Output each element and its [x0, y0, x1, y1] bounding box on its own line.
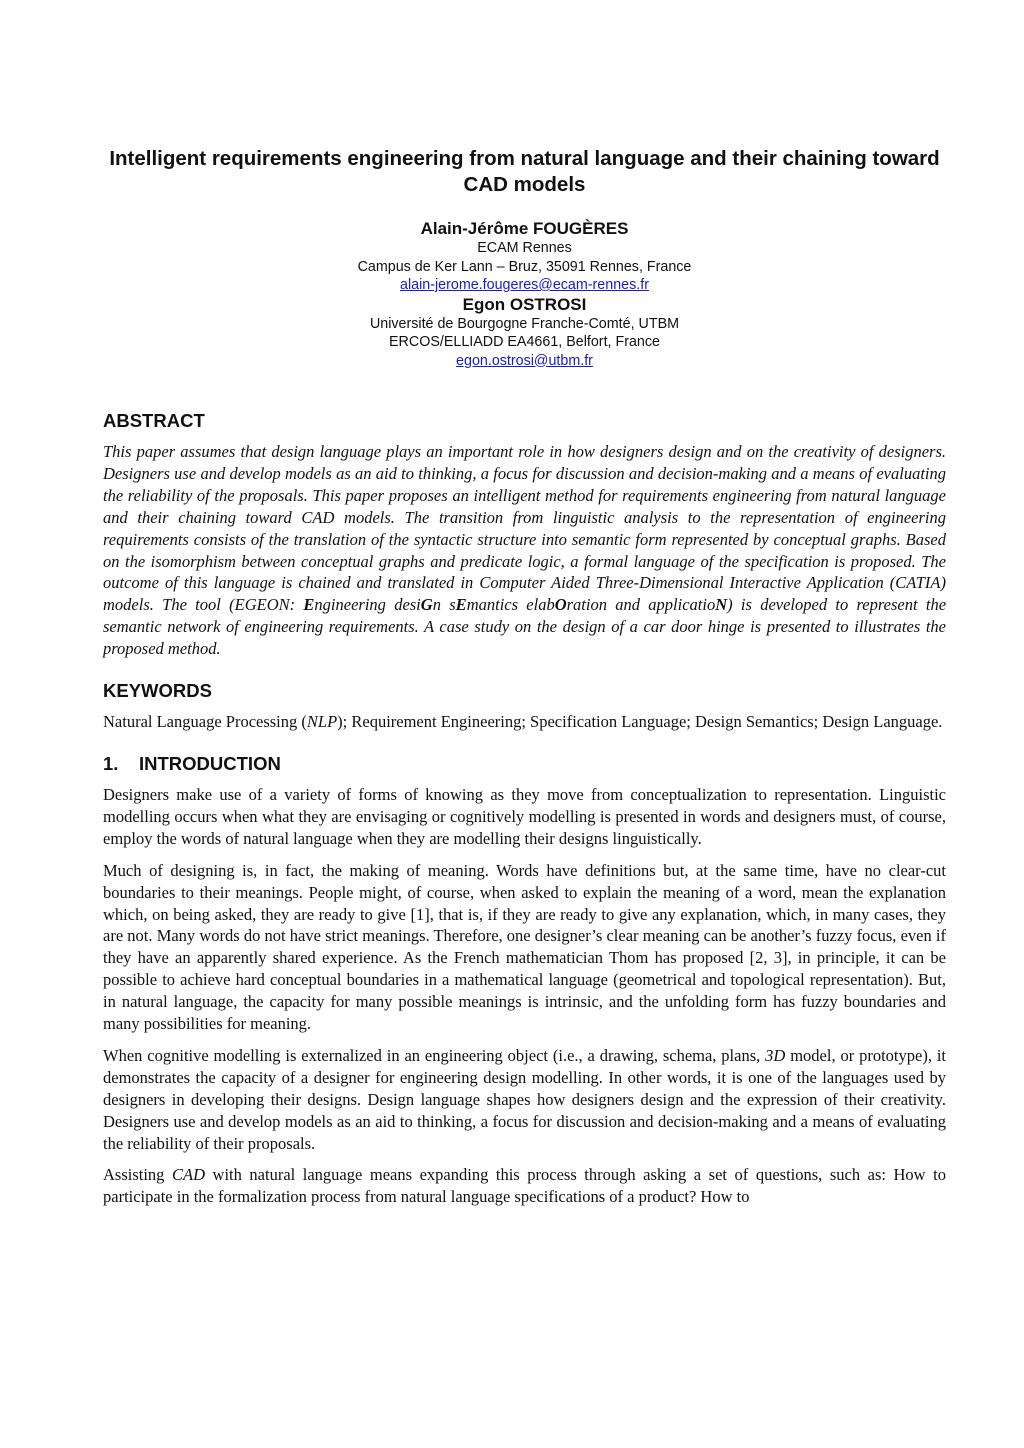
section-heading-introduction	[103, 753, 946, 775]
author-affiliation: Université de Bourgogne Franche-Comté, UTBM	[369, 315, 680, 332]
author-affiliation: ECAM Rennes	[477, 240, 572, 256]
paragraph: Assisting CAD with natural language means expanding this process through asking a set of questions, such as: How to participate in the formalization process from natural language specifications of a product? How to	[103, 1165, 946, 1207]
keywords-text: Natural Language Processing (NLP); Requirement Engineering; Specification Language; Design Semantics; Design Language.	[103, 712, 943, 732]
author-affiliation: Campus de Ker Lann – Bruz, 35091 Rennes, France	[357, 258, 692, 275]
paragraph: Much of designing is, in fact, the making of meaning. Words have definitions but, at the same time, have no clear-cut boundaries to their meanings. People might, of course, when asked to explain the meaning of a word, mean the explanation which, on being asked, they are ready to give [1], that is, if they are ready to give any explanation, which, in many cases, they are not. Many words do not have strict meanings. Therefore, one designer’s clear meaning can be another’s fuzzy focus, even if they have an apparently shared experience. As the French mathematician Thom has proposed [2, 3], in principle, it can be possible to achieve hard conceptual boundaries in a mathematical language (geometrical and topological representation). But, in natural language, the capacity for many possible meanings is intrinsic, and the unfolding form has fuzzy boundaries and many possibilities for meaning.	[103, 860, 946, 1034]
abstract-heading: ABSTRACT	[103, 410, 205, 431]
author-block	[103, 219, 946, 370]
paper-title: Intelligent requirements engineering from natural language and their chaining toward CAD models	[109, 147, 940, 196]
paragraph: When cognitive modelling is externalized in an engineering object (i.e., a drawing, schema, plans, 3D model, or prototype), it demonstrates the capacity of a designer for engineering design modelling. In other words, it is one of the languages used by designers in developing their designs. Design language shapes how designers design and the expression of their creativity. Designers use and develop models as an aid to thinking, a focus for discussion and decision-making and a means of evaluating the reliability of their proposals.	[103, 1045, 946, 1153]
author-name: Alain-Jérôme FOUGÈRES	[420, 219, 629, 238]
section-number: 1.	[103, 752, 119, 774]
author-email-link[interactable]: egon.ostrosi@utbm.fr	[456, 352, 593, 369]
paper-page	[103, 146, 946, 1208]
abstract-text: This paper assumes that design language plays an important role in how designers design and on the creativity of designers. Designers use and develop models as an aid to thinking, a focus for discussion and decision-making and a means of evaluating the reliability of the proposals. This paper proposes an intelligent method for requirements engineering from natural language and their chaining toward CAD models. The transition from linguistic analysis to the representation of engineering requirements consists of the translation of the syntactic structure into semantic form represented by conceptual graphs. Based on the isomorphism between conceptual graphs and predicate logic, a formal language of the specification is proposed. The outcome of this language is chained and translated in Computer Aided Three-Dimensional Interactive Application (CATIA) models. The tool (EGEON: Engineering desiGn sEmantics elabOration and applicatioN) is developed to represent the semantic network of engineering requirements. A case study on the design of a car door hinge is presented to illustrates the proposed method.	[103, 442, 947, 659]
paragraph: Designers make use of a variety of forms of knowing as they move from conceptualization to representation. Linguistic modelling occurs when what they are envisaging or cognitively modelling is presented in words and designers must, of course, employ the words of natural language when they are modelling their designs linguistically.	[103, 784, 946, 848]
section-title: INTRODUCTION	[139, 752, 281, 774]
author-name: Egon OSTROSI	[462, 294, 587, 314]
author-affiliation: ERCOS/ELLIADD EA4661, Belfort, France	[389, 334, 660, 350]
author-email-link[interactable]: alain-jerome.fougeres@ecam-rennes.fr	[400, 277, 649, 293]
keywords-heading: KEYWORDS	[103, 680, 212, 702]
